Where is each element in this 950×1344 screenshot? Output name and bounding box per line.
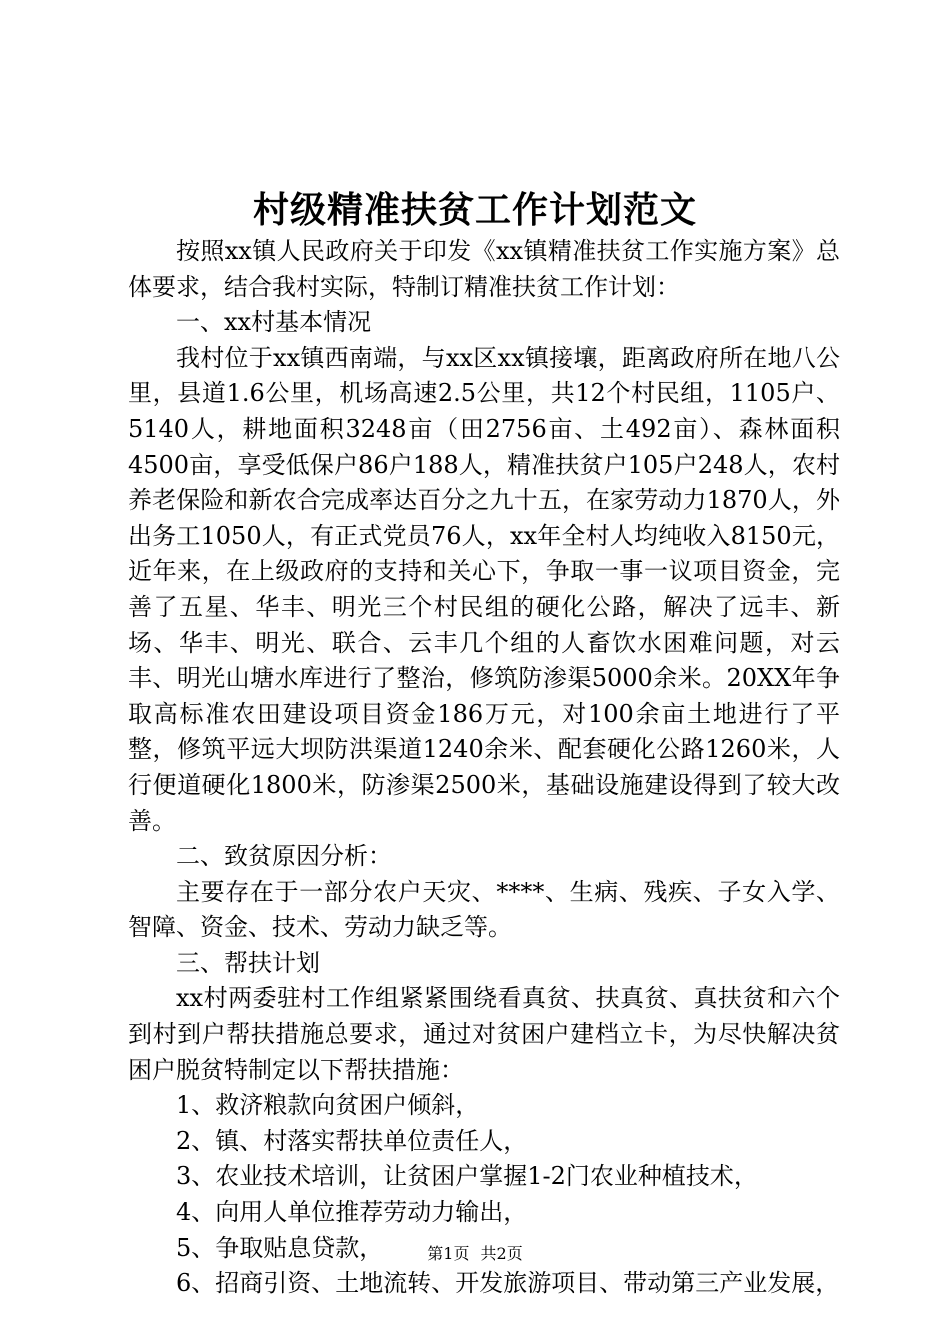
page-number: 第1页 [427,1244,470,1263]
measure-item-3: 3、农业技术培训，让贫困户掌握1-2门农业种植技术， [176,1162,758,1191]
section-heading-2: 二、致贫原因分析： [176,842,392,871]
section-heading-1: 一、xx村基本情况 [176,308,372,337]
village-overview-paragraph: 我村位于xx镇西南端，与xx区xx镇接壤，距离政府所在地八公里，县道1.6公里，机场高速2.5公里，共12个村民组，1105户、5140人，耕地面积3248亩（田2756亩、土492亩）、森林面积4500亩，享受低保户86户188人，精准扶贫户105户248人，农村养老保险和新农合完成率达百分之九十五，在家劳动力1870人，外出务工1050人，有正式党员76人，xx年全村人均纯收入8150元，近年来，在上级政府的支持和关心下，争取一事一议项目资金，完善了五星、华丰、明光三个村民组的硬化公路，解决了远丰、新场、华丰、明光、联合、云丰几个组的人畜饮水困难问题，对云丰、明光山塘水库进行了整治，修筑防渗渠5000余米。20XX年争取高标准农田建设项目资金186万元，对100余亩土地进行了平整，修筑平远大坝防洪渠道1240余米、配套硬化公路1260米，人行便道硬化1800米，防渗渠2500米，基础设施建设得到了较大改善。 [128,343,840,835]
measure-item-4: 4、向用人单位推荐劳动力输出， [176,1198,528,1227]
measure-item-6: 6、招商引资、土地流转、开发旅游项目、带动第三产业发展， [176,1269,840,1298]
intro-paragraph: 按照xx镇人民政府关于印发《xx镇精准扶贫工作实施方案》总体要求，结合我村实际，特制订精准扶贫工作计划： [128,237,840,301]
page-total: 共2页 [480,1244,523,1263]
measure-item-1: 1、救济粮款向贫困户倾斜， [176,1091,480,1120]
measure-item-5: 5、争取贴息贷款， [176,1233,384,1262]
page-footer [0,1242,950,1266]
measure-item-2: 2、镇、村落实帮扶单位责任人， [176,1126,528,1155]
document-body [128,234,840,1302]
assistance-plan-paragraph: xx村两委驻村工作组紧紧围绕看真贫、扶真贫、真扶贫和六个到村到户帮扶措施总要求，通过对贫困户建档立卡，为尽快解决贫困户脱贫特制定以下帮扶措施： [128,984,840,1084]
poverty-causes-paragraph: 主要存在于一部分农户天灾、****、生病、残疾、子女入学、智障、资金、技术、劳动力缺乏等。 [128,877,840,942]
document-title: 村级精准扶贫工作计划范文 [252,189,697,231]
section-heading-3: 三、帮扶计划 [176,948,320,977]
